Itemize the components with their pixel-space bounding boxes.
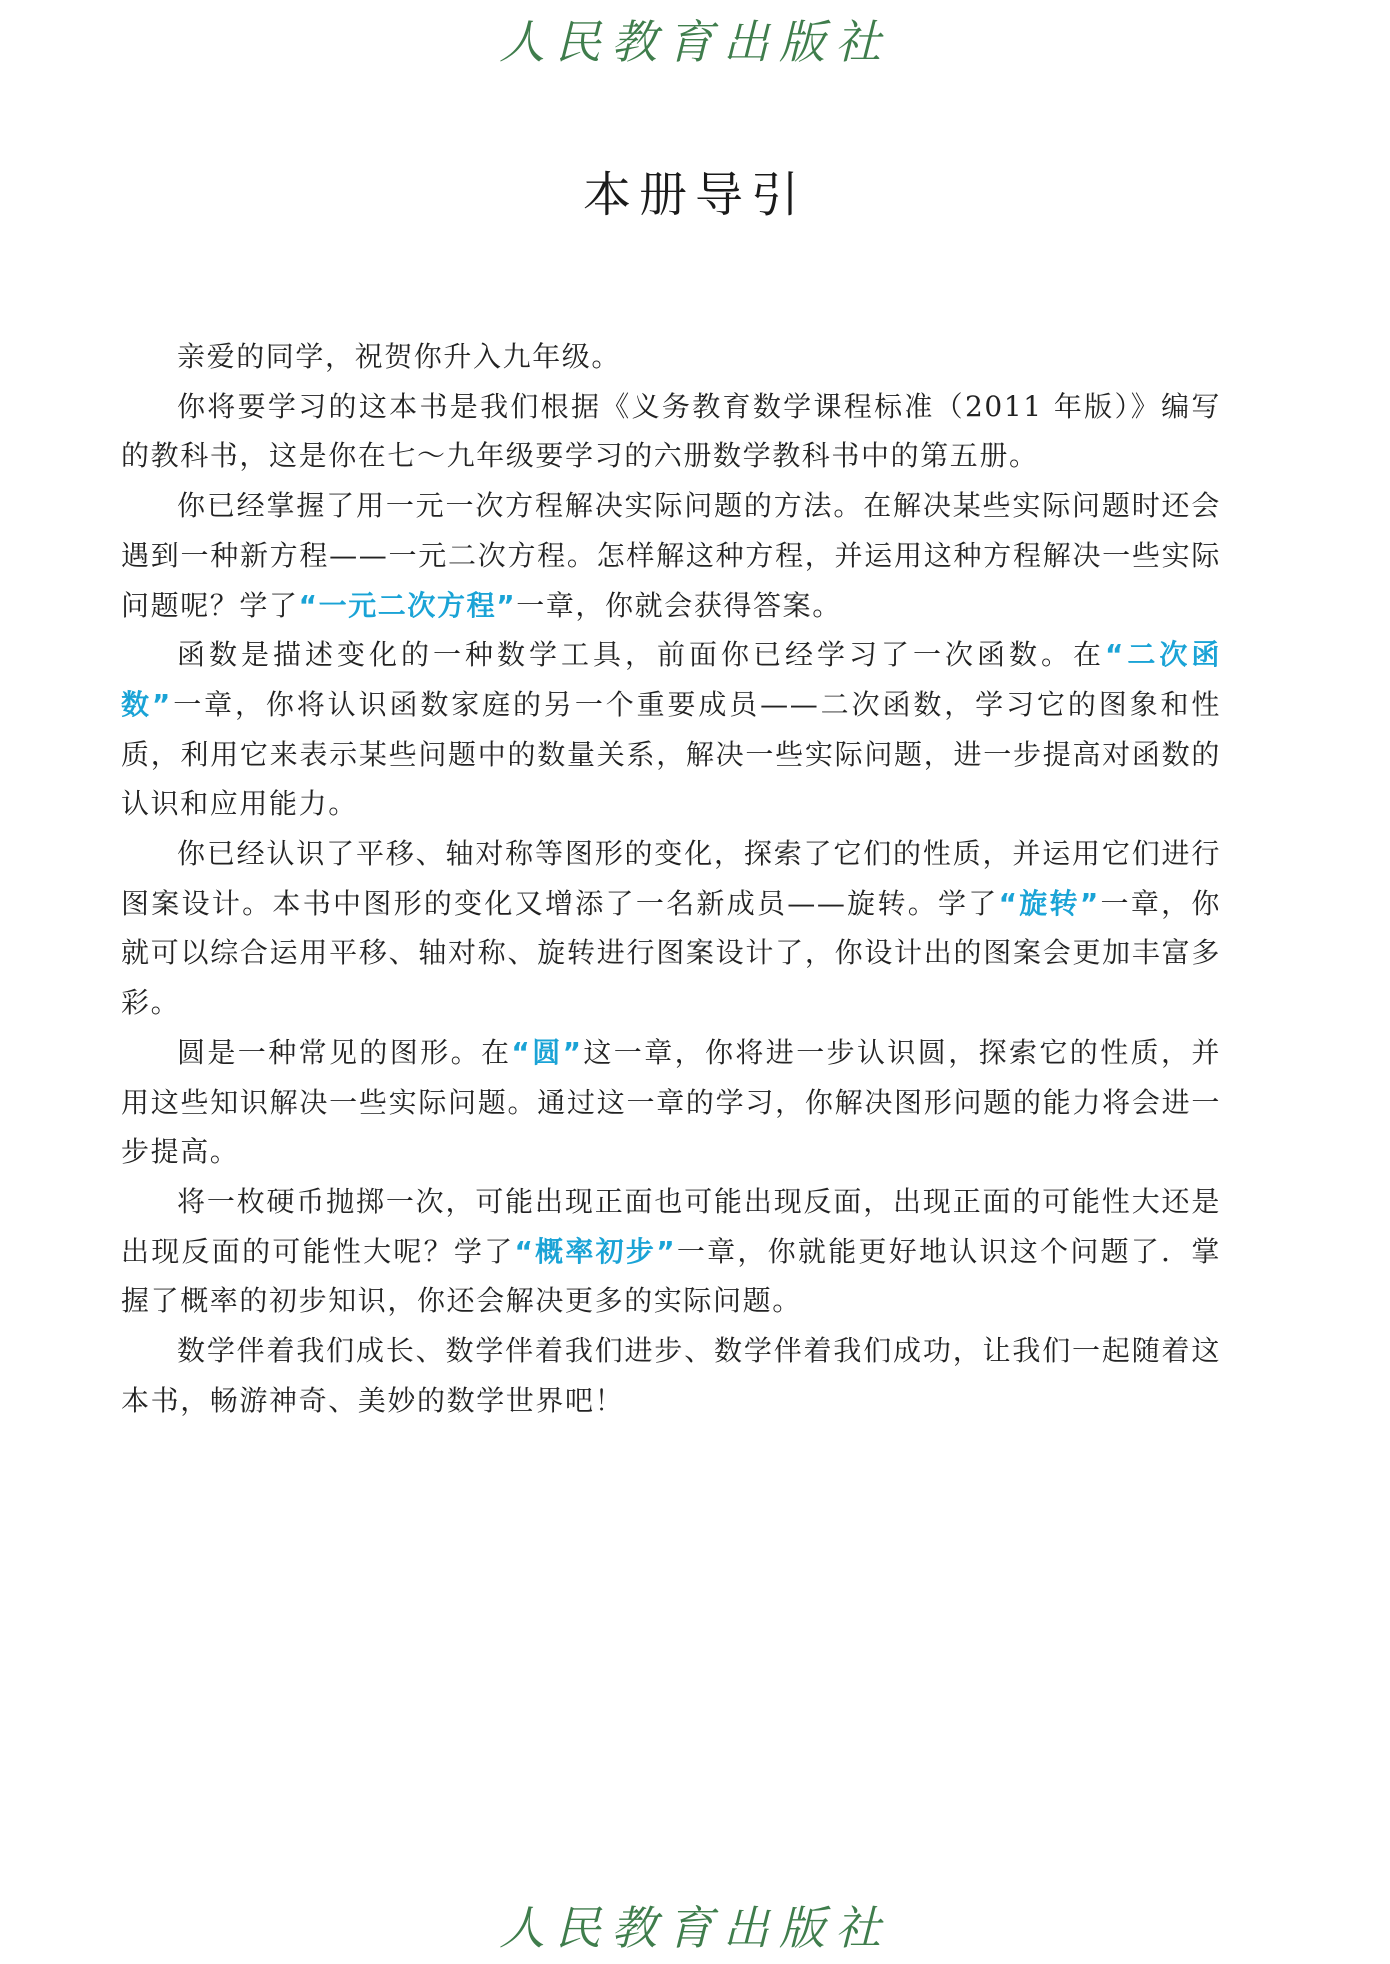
paragraph-quadratic-function: [121, 630, 1221, 829]
paragraph-text: 一章，你就可以综合运用平移、轴对称、旋转进行图案设计了，你设计出的图案会更加丰富多彩。: [121, 886, 1221, 1020]
paragraph-text: 函数是描述变化的一种数学工具，前面你已经学习了一次函数。在: [177, 638, 1105, 672]
paragraph-intro: [121, 382, 1221, 481]
chapter-title-highlight: “旋转”: [998, 886, 1100, 920]
paragraph-probability: [121, 1177, 1221, 1326]
paragraph-text: 你已经掌握了用一元一次方程解决实际问题的方法。在解决某些实际问题时还会遇到一种新方程——一元二次方程。怎样解这种方程，并运用这种方程解决一些实际问题呢？学了: [121, 489, 1221, 622]
publisher-logo-bottom: 人民教育出版社: [499, 1901, 891, 1955]
publisher-logo-top: 人民教育出版社: [499, 15, 891, 69]
paragraph-text: 亲爱的同学，祝贺你升入九年级。: [177, 340, 622, 373]
paragraph-text: 一章，你就能更好地认识这个问题了．掌握了概率的初步知识，你还会解决更多的实际问题。: [121, 1234, 1221, 1318]
paragraph-rotation: [121, 829, 1221, 1028]
chapter-title-highlight: “概率初步”: [514, 1234, 677, 1268]
paragraph-text: 将一枚硬币抛掷一次，可能出现正面也可能出现反面，出现正面的可能性大还是出现反面的可能性大呢？学了: [121, 1184, 1221, 1268]
paragraph-greeting: [121, 332, 1221, 382]
paragraph-text: 圆是一种常见的图形。在: [177, 1035, 512, 1069]
paragraph-text: 你将要学习的这本书是我们根据《义务教育数学课程标准（2011 年版）》编写的教科书，这是你在七～九年级要学习的六册数学教科书中的第五册。: [121, 389, 1221, 473]
chapter-title-highlight: “二次函数”: [121, 638, 1222, 721]
paragraph-text: 你已经认识了平移、轴对称等图形的变化，探索了它们的性质，并运用它们进行图案设计。本书中图形的变化又增添了一名新成员——旋转。学了: [121, 837, 1221, 920]
paragraph-text: 数学伴着我们成长、数学伴着我们进步、数学伴着我们成功，让我们一起随着这本书，畅游神奇、美妙的数学世界吧！: [121, 1334, 1221, 1417]
paragraph-text: 一章，你就会获得答案。: [516, 588, 842, 622]
page-title: 本册导引: [582, 167, 807, 223]
paragraph-text: 一章，你将认识函数家庭的另一个重要成员——二次函数，学习它的图象和性质，利用它来表示某些问题中的数量关系，解决一些实际问题，进一步提高对函数的认识和应用能力。: [121, 687, 1222, 821]
paragraph-text: 这一章，你将进一步认识圆，探索它的性质，并用这些知识解决一些实际问题。通过这一章的学习，你解决图形问题的能力将会进一步提高。: [121, 1035, 1221, 1169]
chapter-title-highlight: “一元二次方程”: [298, 588, 517, 622]
chapter-title-highlight: “圆”: [511, 1035, 583, 1069]
paragraph-quadratic-equation: [121, 481, 1221, 630]
body-text: [121, 332, 1221, 1425]
paragraph-circle: [121, 1028, 1221, 1177]
paragraph-closing: [121, 1326, 1221, 1425]
